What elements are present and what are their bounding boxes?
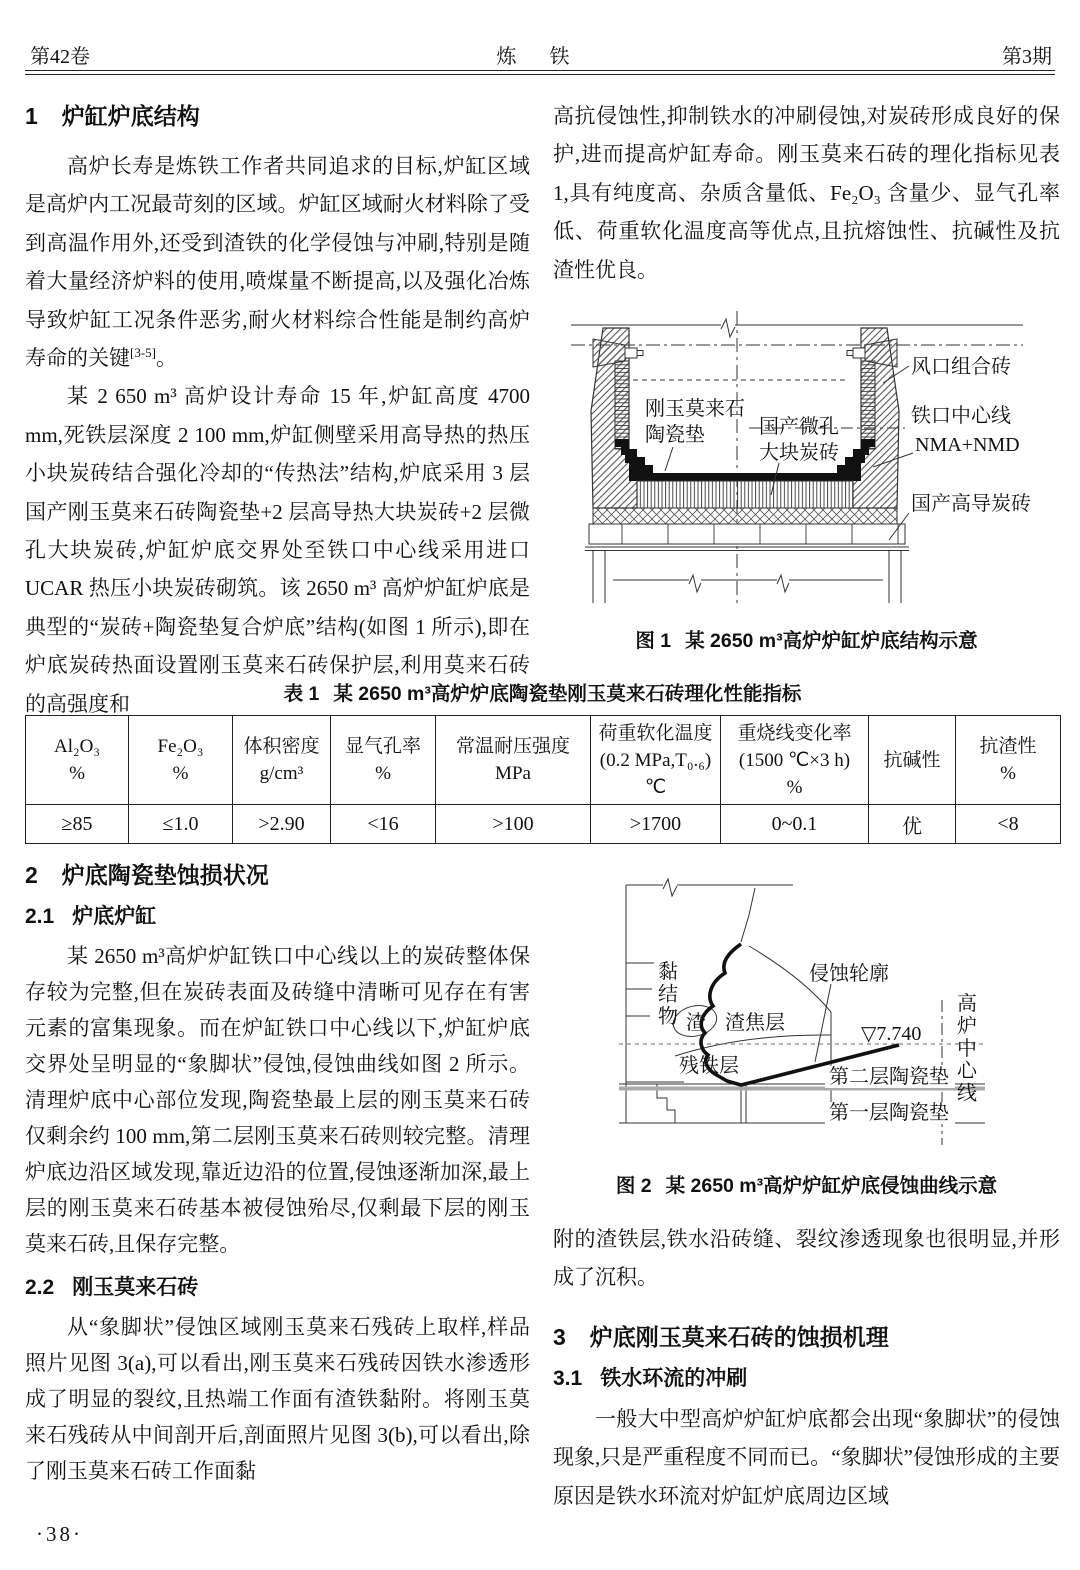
section-3-1-heading: [553, 1365, 1060, 1392]
value-strength: >100: [436, 805, 591, 844]
fig2-label-centerline: 高炉中心线: [957, 993, 977, 1105]
paragraph-s31: 一般大中型高炉炉缸炉底都会出现“象脚状”的侵蚀现象,只是严重程度不同而已。“象脚状”侵蚀形成的主要原因是铁水环流对炉缸炉底周边区域: [553, 1406, 1060, 1508]
col-header-porosity: 显气孔率 %: [331, 716, 436, 805]
fig2-label-level: ▽7.740: [861, 1023, 922, 1045]
section-2-2-number: 2.2: [25, 1276, 55, 1299]
fig1-label-micro-line1: 国产微孔: [759, 416, 839, 439]
fig1-brick-layer: [589, 524, 905, 544]
fig1-label-nma: NMA+NMD: [915, 434, 1020, 457]
section-2-1-number: 2.1: [25, 905, 55, 928]
section-2-title: 炉底陶瓷垫蚀损状况: [61, 862, 269, 888]
figure-2-caption-label: 图 2: [615, 1175, 652, 1197]
table-1-caption-label: 表 1: [283, 683, 320, 705]
paragraph-s1-1: [25, 147, 530, 377]
paragraph-s1-1-end: 。: [156, 346, 177, 371]
value-density: >2.90: [233, 805, 331, 844]
table-1-block: [25, 678, 1060, 844]
column-left-top: [25, 100, 530, 723]
section-1-number: 1: [25, 103, 38, 129]
figure-2: [553, 860, 1060, 1198]
section-2-2-heading: [25, 1274, 530, 1301]
paragraph-continuation-2: 附的渣铁层,铁水沿砖缝、裂纹渗透现象也很明显,并形成了沉积。: [553, 1227, 1060, 1290]
fig2-label-erosion: 侵蚀轮廓: [809, 963, 889, 985]
fig2-label-pad1: 第一层陶瓷垫: [829, 1102, 949, 1124]
col-header-strength: 常温耐压强度 MPa: [436, 716, 591, 805]
table-1-caption-text: 某 2650 m³高炉炉底陶瓷垫刚玉莫来石砖理化性能指标: [333, 683, 802, 705]
col-header-slag: 抗渣性 %: [956, 716, 1061, 805]
fig1-label-ceramic-line1: 刚玉莫来石: [645, 398, 745, 421]
section-3-1-title: 铁水环流的冲刷: [600, 1366, 748, 1390]
value-porosity: <16: [331, 805, 436, 844]
col-header-alkali: 抗碱性: [869, 716, 956, 805]
figure-2-drawing: [553, 860, 1045, 1160]
value-fe2o3: ≤1.0: [129, 805, 233, 844]
figure-2-caption: [553, 1170, 1060, 1198]
value-alkali: 优: [869, 805, 956, 844]
value-reburn: 0~0.1: [721, 805, 869, 844]
table-header-row: [26, 716, 1061, 805]
figure-1-drawing: [553, 303, 1045, 615]
figure-1-caption-label: 图 1: [635, 630, 672, 653]
figure-1-caption: [553, 625, 1060, 653]
table-1-caption: [25, 678, 1060, 706]
paragraph-s1-2: 某 2 650 m³ 高炉设计寿命 15 年,炉缸高度 4700 mm,死铁层深度 2 100 mm,炉缸侧壁采用高导热的热压小块炭砖结合强化冷却的“传热法”结构,炉底采用 3 层国产刚玉莫来石砖陶瓷垫+2 层高导热大块炭砖+2 层微孔大块炭砖,炉缸炉底交界处至铁口中心线采用进口 UCAR 热压小块炭砖砌筑。该 2650 m³ 高炉炉缸炉底是典型的“炭砖+陶瓷垫复合炉底”结构(如图 1 所示),即在炉底炭砖热面设置刚玉莫来石砖保护层,利用莫来石砖的高强度和: [25, 384, 530, 716]
fig1-right-lining: [861, 361, 875, 449]
section-3-title: 炉底刚玉莫来石砖的蚀损机理: [589, 1323, 889, 1350]
fig1-label-ceramic-line2: 陶瓷垫: [645, 424, 705, 447]
paragraph-s22: 从“象脚状”侵蚀区域刚玉莫来石残砖上取样,样品照片见图 3(a),可以看出,刚玉莫来石残砖因铁水渗透形成了明显的裂纹,且热端工作面有渣铁黏附。将刚玉莫来石残砖从中间剖开后,剖面照片见图 3(b),可以看出,除了刚玉莫来石砖工作面黏: [25, 1315, 530, 1483]
value-al2o3: ≥85: [26, 805, 129, 844]
fig1-crosshatch-layer: [593, 508, 897, 524]
fig1-label-taphole: 铁口中心线: [911, 405, 1011, 428]
section-3-number: 3: [553, 1323, 566, 1350]
issue-label: 第3期: [1002, 46, 1052, 68]
table-value-row: [26, 805, 1061, 844]
journal-title: 炼 铁: [496, 46, 584, 68]
fig1-label-micro-line2: 大块炭砖: [759, 442, 839, 465]
fig2-label-slag: 渣: [686, 1012, 706, 1034]
paragraph-s21: 某 2650 m³高炉炉缸铁口中心线以上的炭砖整体保存较为完整,但在炭砖表面及砖缝中清晰可见存在有害元素的富集现象。而在炉缸铁口中心线以下,炉缸炉底交界处呈明显的“象脚状”侵蚀,侵蚀曲线如图 2 所示。清理炉底中心部位发现,陶瓷垫最上层的刚玉莫来石砖仅剩余约 100 mm,第二层刚玉莫来石砖则较完整。清理炉底边沿区域发现,靠近边沿的位置,侵蚀逐渐加深,最上层的刚玉莫来石砖基本被侵蚀殆尽,仅剩最下层的刚玉莫来石砖,且保存完整。: [25, 944, 530, 1256]
fig1-label-tuyere: 风口组合砖: [911, 356, 1011, 379]
fig2-wall-lines: [626, 879, 831, 1123]
fig2-label-pad2: 第二层陶瓷垫: [829, 1066, 949, 1088]
fig1-carbon-block-layer: [637, 481, 853, 508]
fig2-label-residual: 残铁层: [679, 1055, 739, 1077]
fig1-tuyeres: [593, 339, 897, 367]
fig2-label-bond: 黏结物: [658, 961, 678, 1028]
col-header-fe2o3: Fe₂O₃ %: [129, 716, 233, 805]
section-3-heading: [553, 1321, 1060, 1353]
col-header-reburn: 重烧线变化率 (1500 ℃×3 h) %: [721, 716, 869, 805]
paragraph-continuation-1: 高抗侵蚀性,抑制铁水的冲刷侵蚀,对炭砖形成良好的保护,进而提高炉缸寿命。刚玉莫来石砖的理化指标见表 1,具有纯度高、杂质含量低、Fe₂O₃ 含量少、显气孔率低、荷重软化温度高等优点,且抗熔蚀性、抗碱性及抗渣性优良。: [553, 104, 1060, 282]
value-softening: >1700: [591, 805, 721, 844]
fig1-foundation-lines: [585, 547, 909, 603]
section-2-heading: [25, 859, 530, 891]
section-2-1-heading: [25, 903, 530, 930]
figure-1-caption-text: 某 2650 m³高炉炉缸炉底结构示意: [685, 630, 978, 653]
table-1: [25, 715, 1061, 844]
paragraph-s1-1-text: 高炉长寿是炼铁工作者共同追求的目标,炉缸区域是高炉内工况最苛刻的区域。炉缸区域耐火材料除了受到高温作用外,还受到渣铁的化学侵蚀与冲刷,特别是随着大量经济炉料的使用,喷煤量不断提高,以及强化冶炼导致炉缸工况条件恶劣,耐火材料综合性能是制约高炉寿命的关键: [25, 154, 530, 371]
volume-label: 第42卷: [30, 46, 90, 68]
column-right-bottom: [553, 856, 1060, 1515]
section-3-1-number: 3.1: [553, 1366, 583, 1390]
section-2-2-title: 刚玉莫来石砖: [72, 1276, 199, 1299]
col-header-density: 体积密度 g/cm³: [233, 716, 331, 805]
column-left-bottom: [25, 855, 530, 1489]
value-slag: <8: [956, 805, 1061, 844]
column-right-top: [553, 97, 1060, 653]
fig1-label-carbon: 国产高导炭砖: [911, 493, 1031, 516]
section-2-number: 2: [25, 862, 38, 888]
section-1-title: 炉缸炉底结构: [61, 103, 200, 129]
section-2-1-title: 炉底炉缸: [72, 905, 157, 928]
section-1-heading: [25, 100, 530, 132]
fig2-label-slagcoke: 渣焦层: [725, 1012, 785, 1034]
col-header-al2o3: Al₂O₃ %: [26, 716, 129, 805]
fig2-erosion-leader: [815, 984, 831, 1062]
page-number: ·38·: [36, 1522, 83, 1546]
header-rule: [25, 70, 1055, 75]
figure-2-caption-text: 某 2650 m³高炉炉缸炉底侵蚀曲线示意: [665, 1175, 998, 1197]
fig1-left-lining: [615, 361, 629, 449]
col-header-softening: 荷重软化温度 (0.2 MPa,T₀.₆) ℃: [591, 716, 721, 805]
figure-1: [553, 303, 1060, 653]
citation-ref: [3-5]: [130, 345, 156, 361]
